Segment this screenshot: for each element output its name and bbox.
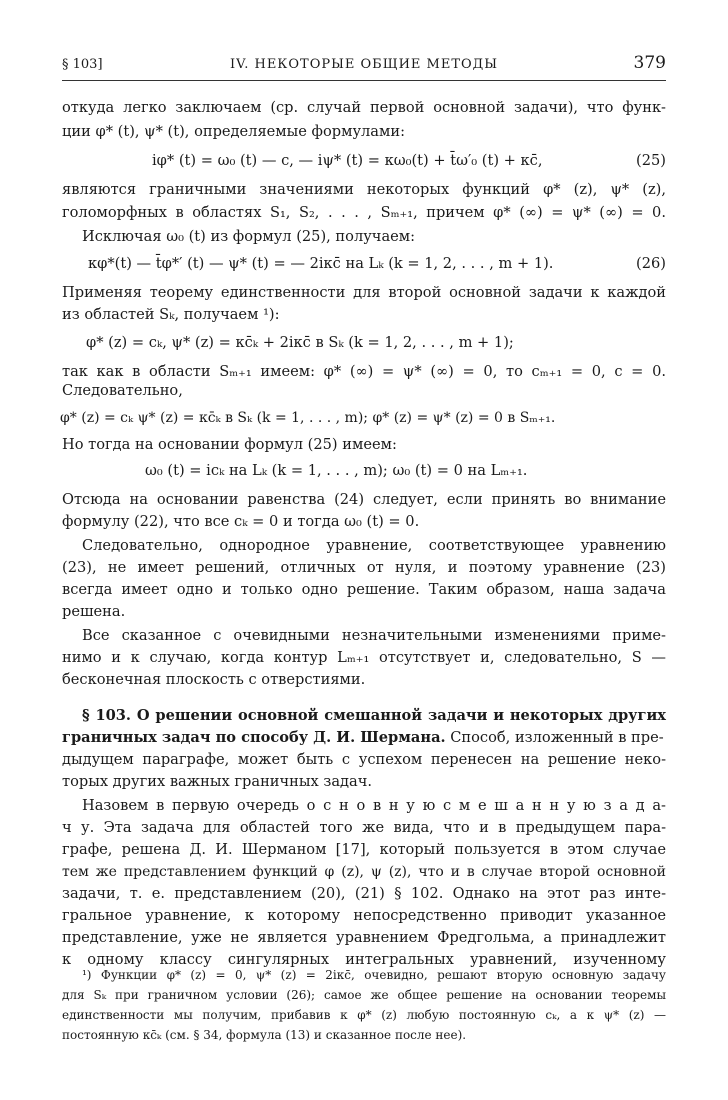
footnote-text: единственности мы получим, прибавив к φ* (z) любую постоянную cₖ, а к ψ* (z) — bbox=[62, 1008, 666, 1022]
equation-number: (25) bbox=[636, 152, 666, 169]
line-text: дыдущем параграфе, может быть с успехом перенесен на решение неко- bbox=[62, 751, 666, 768]
line-text: бесконечная плоскость с отверстиями. bbox=[62, 671, 366, 688]
line-text: тем же представлением функций φ (z), ψ (z), что и в случае второй основной bbox=[62, 864, 666, 880]
footnote-text: постоянную κc̄ₖ (см. § 34, формула (13) и сказанное после нее). bbox=[62, 1028, 467, 1042]
formula-text: φ* (z) = cₖ ψ* (z) = κc̄ₖ в Sₖ (k = 1, . . . , m); φ* (z) = ψ* (z) = 0 в Sₘ₊₁. bbox=[60, 410, 556, 426]
line-text: нимо и к случаю, когда контур Lₘ₊₁ отсутствует и, следовательно, S — bbox=[62, 649, 666, 666]
line-text: так как в области Sₘ₊₁ имеем: φ* (∞) = ψ* (∞) = 0, то cₘ₊₁ = 0, c = 0. bbox=[62, 363, 666, 380]
line-text: откуда легко заключаем (ср. случай первой основной задачи), что функ- bbox=[62, 99, 666, 116]
line-text: Но тогда на основании формул (25) имеем: bbox=[62, 436, 397, 453]
line-text: Исключая ω₀ (t) из формул (25), получаем: bbox=[82, 228, 416, 245]
line-text: из областей Sₖ, получаем ¹): bbox=[62, 306, 280, 323]
line-text: ции φ* (t), ψ* (t), определяемые формулами: bbox=[62, 123, 405, 140]
footnote-text: для Sₖ при граничном условии (26); самое же общее решение на основании теоремы bbox=[62, 988, 666, 1002]
heading-text: граничных задач по способу Д. И. Шермана. bbox=[62, 729, 446, 746]
line-text: Назовем в первую очередь о с н о в н у ю с м е ш а н н у ю з а д а- bbox=[82, 797, 666, 814]
line-text: Отсюда на основании равенства (24) следует, если принять во внимание bbox=[62, 491, 666, 508]
line-text: Следовательно, однородное уравнение, соответствующее уравнению bbox=[82, 537, 666, 554]
heading-text: § 103. О решении основной смешанной задачи и некоторых других bbox=[82, 707, 666, 724]
header-rule bbox=[62, 80, 666, 81]
line-text: решена. bbox=[62, 603, 126, 620]
line-text: Применяя теорему единственности для второй основной задачи к каждой bbox=[62, 284, 666, 301]
line-text: графе, решена Д. И. Шерманом [17], который пользуется в этом случае bbox=[62, 841, 666, 858]
line-text: Способ, изложенный в пре- bbox=[445, 729, 664, 746]
line-text: к одному классу сингулярных интегральных уравнений, изученному bbox=[62, 951, 666, 968]
line-text: ч у. Эта задача для областей того же вида, что и в предыдущем пара- bbox=[62, 819, 666, 836]
line-text: задачи, т. е. представлением (20), (21) § 102. Однако на этот раз инте- bbox=[62, 885, 666, 902]
formula-text: iφ* (t) = ω₀ (t) — c, — iψ* (t) = κω₀(t) + t̄ω′₀ (t) + κc̄, bbox=[152, 152, 543, 169]
footnote-text: ¹) Функции φ* (z) = 0, ψ* (z) = 2iκc̄, очевидно, решают вторую основную задачу bbox=[82, 968, 666, 982]
line-text: гральное уравнение, к которому непосредственно приводит указанное bbox=[62, 907, 666, 924]
formula-text: ω₀ (t) = icₖ на Lₖ (k = 1, . . . , m); ω₀ (t) = 0 на Lₘ₊₁. bbox=[145, 462, 528, 479]
line-text: формулу (22), что все cₖ = 0 и тогда ω₀ (t) = 0. bbox=[62, 513, 420, 530]
line-text: (23), не имеет решений, отличных от нуля, и поэтому уравнение (23) bbox=[62, 559, 666, 576]
header-title: IV. НЕКОТОРЫЕ ОБЩИЕ МЕТОДЫ bbox=[229, 57, 499, 72]
line-text: представление, уже не является уравнением Фредгольма, а принадлежит bbox=[62, 929, 666, 946]
line-text: Все сказанное с очевидными незначительными изменениями приме- bbox=[82, 627, 666, 644]
equation-number: (26) bbox=[636, 255, 666, 272]
running-header bbox=[62, 55, 666, 79]
formula-text: φ* (z) = cₖ, ψ* (z) = κc̄ₖ + 2iκc̄ в Sₖ (k = 1, 2, . . . , m + 1); bbox=[86, 334, 514, 351]
page-number: 379 bbox=[633, 53, 666, 73]
line-text: всегда имеет одно и только одно решение. Таким образом, наша задача bbox=[62, 581, 666, 598]
line-text: Следовательно, bbox=[62, 382, 183, 399]
header-section: § 103] bbox=[62, 57, 103, 72]
line-text: являются граничными значениями некоторых функций φ* (z), ψ* (z), bbox=[62, 181, 666, 198]
line-text: голоморфных в областях S₁, S₂, . . . , Sₘ₊₁, причем φ* (∞) = ψ* (∞) = 0. bbox=[62, 204, 666, 221]
formula-text: κφ*(t) — t̄φ*′ (t) — ψ* (t) = — 2iκc̄ на Lₖ (k = 1, 2, . . . , m + 1). bbox=[88, 255, 554, 272]
line-text: торых других важных граничных задач. bbox=[62, 773, 373, 790]
